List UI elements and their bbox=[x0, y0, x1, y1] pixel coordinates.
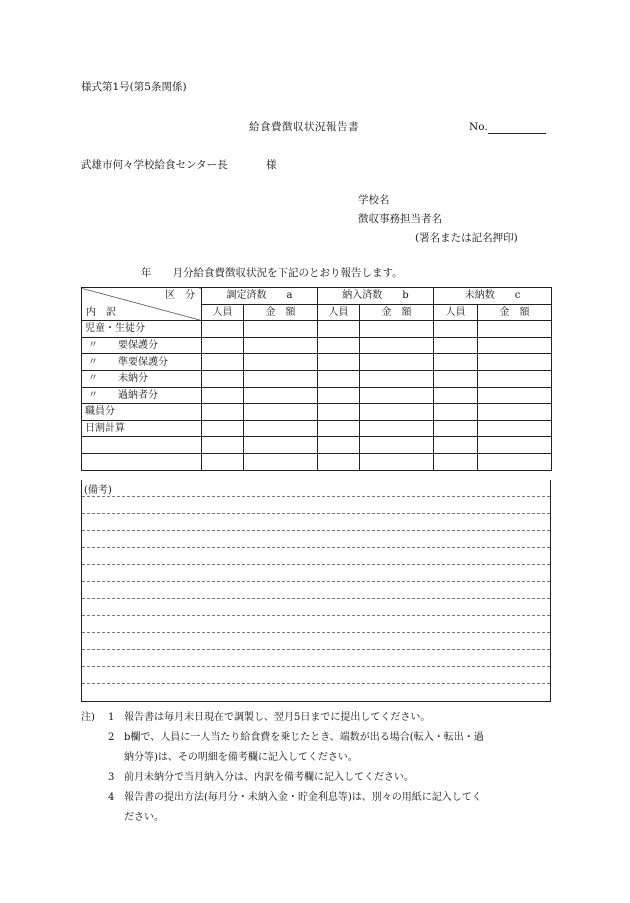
table-row bbox=[82, 387, 552, 404]
entry-cell[interactable] bbox=[318, 370, 360, 387]
row-label: 要保護分 bbox=[118, 340, 158, 352]
entry-cell[interactable] bbox=[244, 370, 318, 387]
entry-cell[interactable] bbox=[360, 437, 434, 454]
entry-cell[interactable] bbox=[318, 404, 360, 421]
note-text: b欄で、人員に一人当たり給食費を乗じたとき、端数が出る場合(転入・転出・過 bbox=[124, 732, 484, 743]
notes-heading: 注) bbox=[81, 712, 95, 723]
entry-cell[interactable] bbox=[244, 437, 318, 454]
remarks-rule-line bbox=[82, 547, 550, 548]
entry-cell[interactable] bbox=[202, 337, 244, 354]
header-unpaid: 未納数 c bbox=[434, 288, 552, 305]
entry-cell[interactable] bbox=[244, 337, 318, 354]
table-row bbox=[82, 354, 552, 371]
signature-note: (署名または記名押印) bbox=[415, 232, 518, 244]
remarks-rule-line bbox=[82, 649, 550, 650]
note-text: 報告書の提出方法(毎月分・未納入金・貯金利息等)は、別々の用紙に記入してく bbox=[124, 792, 482, 803]
remarks-box[interactable] bbox=[81, 480, 551, 702]
remarks-rule-line bbox=[82, 598, 550, 599]
remarks-rule-line bbox=[82, 615, 550, 616]
row-label-cell bbox=[82, 387, 202, 404]
note-line bbox=[108, 791, 482, 805]
entry-cell[interactable] bbox=[360, 387, 434, 404]
clerk-name-label: 徴収事務担当者名 bbox=[358, 213, 442, 225]
subheader-amount: 金 額 bbox=[360, 304, 434, 321]
row-label-cell bbox=[82, 321, 202, 338]
ditto-mark: 〃 bbox=[88, 389, 98, 401]
entry-cell[interactable] bbox=[434, 437, 478, 454]
addressee-suffix: 様 bbox=[266, 159, 277, 171]
school-name-label: 学校名 bbox=[358, 194, 390, 206]
entry-cell[interactable] bbox=[478, 337, 552, 354]
note-text: ださい。 bbox=[124, 812, 164, 823]
ditto-mark: 〃 bbox=[88, 356, 98, 368]
remarks-rule-line bbox=[82, 632, 550, 633]
entry-cell[interactable] bbox=[434, 453, 478, 470]
entry-cell[interactable] bbox=[434, 387, 478, 404]
entry-cell[interactable] bbox=[478, 420, 552, 437]
note-line bbox=[124, 811, 164, 825]
remarks-rule-line bbox=[82, 683, 550, 684]
entry-cell[interactable] bbox=[478, 453, 552, 470]
note-text: 前月未納分で当月納入分は、内訳を備考欄に記入してください。 bbox=[124, 772, 414, 783]
remarks-label: (備考) bbox=[84, 485, 112, 496]
remarks-rule-line bbox=[82, 564, 550, 565]
remarks-rule-line bbox=[82, 581, 550, 582]
subheader-people: 人員 bbox=[202, 304, 244, 321]
remarks-rule-line bbox=[82, 530, 550, 531]
note-number: 2 bbox=[108, 732, 115, 743]
header-paid: 納入済数 b bbox=[318, 288, 434, 305]
entry-cell[interactable] bbox=[244, 420, 318, 437]
addressee: 武雄市何々学校給食センター長 bbox=[81, 159, 228, 171]
entry-cell[interactable] bbox=[244, 321, 318, 338]
note-line bbox=[108, 731, 484, 745]
entry-cell[interactable] bbox=[434, 420, 478, 437]
header-breakdown-label: 内 訳 bbox=[86, 307, 116, 318]
document-title: 給食費徴収状況報告書 bbox=[249, 121, 359, 133]
entry-cell[interactable] bbox=[244, 404, 318, 421]
number-label: No. bbox=[469, 121, 488, 133]
entry-cell[interactable] bbox=[434, 337, 478, 354]
report-statement: 年 月分給食費徴収状況を下記のとおり報告します。 bbox=[141, 267, 403, 279]
subheader-amount: 金 額 bbox=[478, 304, 552, 321]
entry-cell[interactable] bbox=[360, 321, 434, 338]
entry-cell[interactable] bbox=[360, 453, 434, 470]
entry-cell[interactable] bbox=[434, 370, 478, 387]
header-corner-cell bbox=[82, 288, 202, 321]
row-label: 児童・生徒分 bbox=[85, 323, 145, 335]
entry-cell[interactable] bbox=[478, 404, 552, 421]
table-row bbox=[82, 453, 552, 470]
entry-cell[interactable] bbox=[244, 453, 318, 470]
table-row bbox=[82, 404, 552, 421]
subheader-amount: 金 額 bbox=[244, 304, 318, 321]
entry-cell[interactable] bbox=[360, 370, 434, 387]
note-line bbox=[108, 771, 414, 785]
entry-cell[interactable] bbox=[202, 387, 244, 404]
entry-cell[interactable] bbox=[202, 321, 244, 338]
table-row bbox=[82, 370, 552, 387]
entry-cell[interactable] bbox=[318, 387, 360, 404]
row-label: 過納者分 bbox=[118, 389, 158, 401]
row-label: 未納分 bbox=[118, 373, 148, 385]
table-row bbox=[82, 321, 552, 338]
number-field-line[interactable] bbox=[488, 133, 546, 134]
row-label-cell bbox=[82, 337, 202, 354]
subheader-people: 人員 bbox=[434, 304, 478, 321]
entry-cell[interactable] bbox=[478, 387, 552, 404]
entry-cell[interactable] bbox=[244, 387, 318, 404]
remarks-rule-line bbox=[82, 666, 550, 667]
entry-cell[interactable] bbox=[478, 370, 552, 387]
entry-cell[interactable] bbox=[318, 321, 360, 338]
row-label-cell bbox=[82, 437, 202, 454]
entry-cell[interactable] bbox=[202, 354, 244, 371]
remarks-rule-line bbox=[82, 496, 550, 497]
entry-cell[interactable] bbox=[244, 354, 318, 371]
note-text: 納分等)は、その明細を備考欄に記入してください。 bbox=[124, 752, 358, 763]
entry-cell[interactable] bbox=[202, 404, 244, 421]
ditto-mark: 〃 bbox=[88, 340, 98, 352]
entry-cell[interactable] bbox=[202, 370, 244, 387]
entry-cell[interactable] bbox=[434, 404, 478, 421]
row-label-cell bbox=[82, 420, 202, 437]
remarks-rule-line bbox=[82, 513, 550, 514]
note-number: 4 bbox=[108, 792, 115, 803]
table-row bbox=[82, 337, 552, 354]
entry-cell[interactable] bbox=[202, 420, 244, 437]
entry-cell[interactable] bbox=[202, 437, 244, 454]
note-number: 1 bbox=[108, 712, 115, 723]
entry-cell[interactable] bbox=[318, 337, 360, 354]
row-label: 日割計算 bbox=[85, 423, 125, 435]
note-text: 報告書は毎月末日現在で調製し、翌月5日までに提出してください。 bbox=[124, 712, 431, 723]
table-body bbox=[82, 321, 552, 470]
entry-cell[interactable] bbox=[318, 437, 360, 454]
entry-cell[interactable] bbox=[478, 354, 552, 371]
entry-cell[interactable] bbox=[202, 453, 244, 470]
entry-cell[interactable] bbox=[478, 437, 552, 454]
entry-cell[interactable] bbox=[360, 420, 434, 437]
row-label: 職員分 bbox=[85, 406, 115, 418]
header-assessed: 調定済数 a bbox=[202, 288, 318, 305]
form-number: 様式第1号(第5条関係) bbox=[81, 81, 187, 93]
header-category-label: 区 分 bbox=[165, 290, 195, 301]
row-label-cell bbox=[82, 404, 202, 421]
collection-status-table bbox=[81, 287, 552, 471]
note-line bbox=[108, 711, 430, 725]
table-row bbox=[82, 420, 552, 437]
row-label-cell bbox=[82, 354, 202, 371]
row-label: 準要保護分 bbox=[118, 356, 168, 368]
note-line bbox=[124, 751, 358, 765]
entry-cell[interactable] bbox=[318, 420, 360, 437]
entry-cell[interactable] bbox=[360, 404, 434, 421]
note-number: 3 bbox=[108, 772, 115, 783]
entry-cell[interactable] bbox=[360, 354, 434, 371]
row-label-cell bbox=[82, 453, 202, 470]
entry-cell[interactable] bbox=[318, 354, 360, 371]
table-row bbox=[82, 437, 552, 454]
subheader-people: 人員 bbox=[318, 304, 360, 321]
row-label-cell bbox=[82, 370, 202, 387]
entry-cell[interactable] bbox=[478, 321, 552, 338]
entry-cell[interactable] bbox=[360, 337, 434, 354]
entry-cell[interactable] bbox=[434, 321, 478, 338]
entry-cell[interactable] bbox=[434, 354, 478, 371]
entry-cell[interactable] bbox=[318, 453, 360, 470]
ditto-mark: 〃 bbox=[88, 373, 98, 385]
